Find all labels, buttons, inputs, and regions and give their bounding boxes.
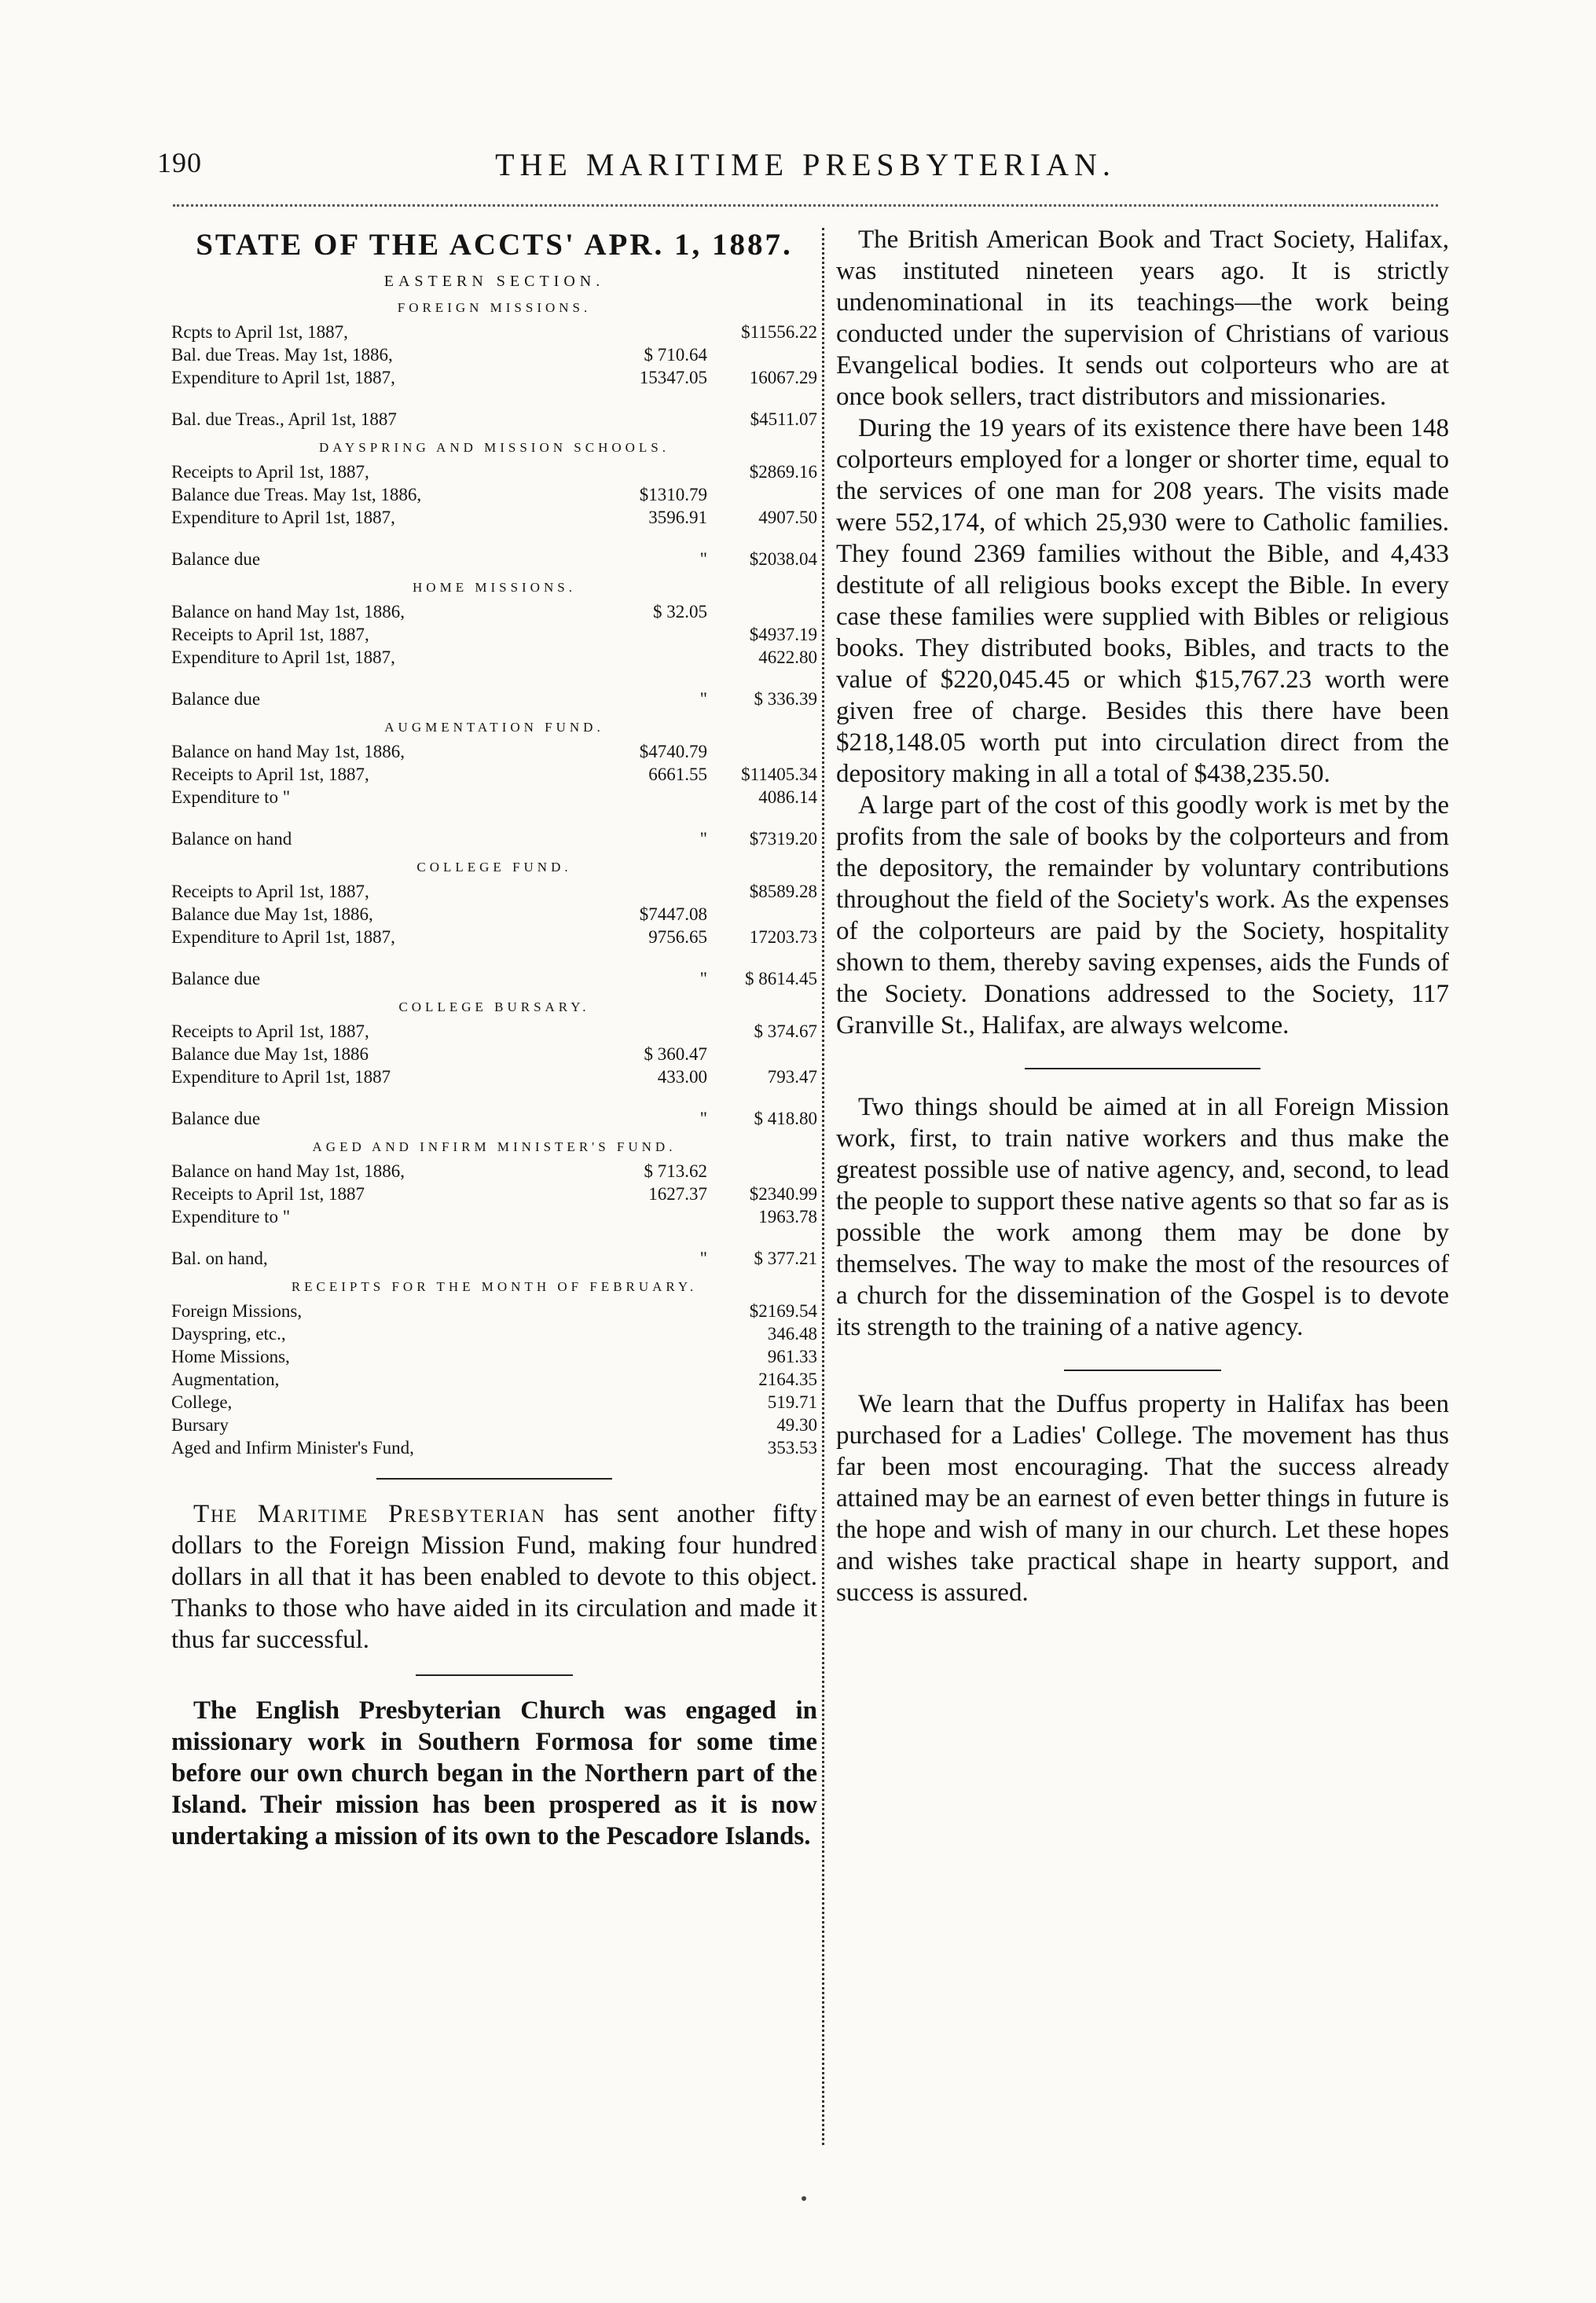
receipt-amount: 353.53 [767, 1438, 817, 1458]
ditto-mark: " [699, 549, 707, 569]
row-subtotal: $7447.08 [639, 904, 707, 924]
row-total: 4907.50 [758, 508, 817, 527]
account-row [171, 926, 817, 948]
row-subtotal: 433.00 [657, 1067, 707, 1087]
receipts-heading: RECEIPTS FOR THE MONTH OF FEBRUARY. [291, 1279, 698, 1294]
row-label: Expenditure to " [171, 1207, 291, 1227]
row-label: Expenditure to " [171, 787, 291, 807]
account-row [171, 1205, 817, 1228]
row-total [707, 343, 817, 366]
row-total [707, 1160, 817, 1183]
receipt-label: Bursary [171, 1415, 229, 1435]
section-heading: EASTERN SECTION. [383, 273, 605, 290]
row-label: Receipts to April 1st, 1887, [171, 462, 369, 482]
row-total: $8589.28 [749, 882, 817, 901]
receipt-row [171, 1414, 817, 1436]
receipt-row [171, 1322, 817, 1345]
account-heading: HOME MISSIONS. [413, 580, 576, 595]
balance-amount: $4511.07 [750, 409, 817, 429]
balance-row [171, 967, 817, 990]
balance-row [171, 688, 817, 710]
account-row [171, 600, 817, 623]
row-subtotal: $ 713.62 [644, 1161, 707, 1181]
balance-row [171, 827, 817, 850]
left-column [171, 224, 817, 1852]
accounts-title: STATE OF THE ACCTS' APR. 1, 1887. [196, 228, 793, 262]
account-heading: COLLEGE BURSARY. [398, 999, 590, 1014]
account-row [171, 763, 817, 786]
ditto-mark: " [699, 829, 707, 849]
account-heading: DAYSPRING AND MISSION SCHOOLS. [319, 440, 670, 455]
account-row [171, 623, 817, 646]
row-label: Expenditure to April 1st, 1887, [171, 368, 395, 387]
row-total: $2340.99 [749, 1184, 817, 1204]
row-subtotal [597, 623, 707, 646]
account-row [171, 786, 817, 809]
account-row [171, 1183, 817, 1205]
paragraph-tract-society: The British American Book and Tract Society, Halifax, was instituted nineteen years ago. It is strictly undenominational in its teachings—the work being conducted under the supervision of Christians of various Evangelical bodies. It sends out colporteurs who are at once book sellers, tract distributors and missionaries. [836, 226, 1449, 411]
row-total: $11405.34 [741, 765, 817, 784]
account-row [171, 903, 817, 926]
separator-rule [416, 1674, 573, 1676]
paragraph-formosa: The English Presbyterian Church was engaged in missionary work in Southern Formosa for some time before our own church began in the Northern part of the Island. Their mission has been prospered as it is now undertaking a mission of its own to the Pescadore Islands. [171, 1696, 817, 1850]
account-block [171, 440, 817, 570]
receipt-row [171, 1368, 817, 1391]
receipt-label: Foreign Missions, [171, 1301, 303, 1321]
receipt-row [171, 1391, 817, 1414]
row-total: 16067.29 [749, 368, 817, 387]
row-label: Expenditure to April 1st, 1887, [171, 927, 395, 947]
receipt-label: Dayspring, etc., [171, 1324, 286, 1344]
row-label: Balance due May 1st, 1886, [171, 904, 373, 924]
receipt-row [171, 1436, 817, 1459]
paragraph-colporteurs: During the 19 years of its existence there have been 148 colporteurs employed for a longer or shorter time, equal to the services of one man for 208 years. The visits made were 552,174, of which 25,930 were to Catholic families. They found 2369 families without the Bible, and 4,433 destitute of all religious books except the Bible. In every case these families were supplied with Bibles or religious books. They distributed books, Bibles, and tracts to the value of $220,045.45 or which $15,767.23 worth were given free of charge. Besides this there have been $218,148.05 worth put into circulation direct from the depository making in all a total of $438,235.50. [836, 414, 1449, 788]
ditto-mark [597, 408, 707, 431]
balance-row [171, 1247, 817, 1270]
row-label: Receipts to April 1st, 1887 [171, 1184, 365, 1204]
row-subtotal [597, 460, 707, 483]
row-label: Expenditure to April 1st, 1887, [171, 647, 395, 667]
receipts-list [171, 1300, 817, 1459]
account-row [171, 740, 817, 763]
row-subtotal: $ 32.05 [653, 602, 707, 622]
row-total [707, 1043, 817, 1065]
page-number: 190 [157, 147, 202, 178]
row-subtotal: 1627.37 [648, 1184, 707, 1204]
row-total [707, 903, 817, 926]
page-header [157, 146, 1454, 193]
row-subtotal: $4740.79 [639, 742, 707, 761]
page-footer-dot [802, 2196, 806, 2201]
row-total [707, 740, 817, 763]
row-total: $4937.19 [749, 625, 817, 644]
account-blocks [171, 300, 817, 1270]
row-subtotal [597, 1020, 707, 1043]
receipt-label: Home Missions, [171, 1347, 290, 1366]
receipt-label: College, [171, 1392, 233, 1412]
row-total: $2869.16 [749, 462, 817, 482]
ditto-mark: " [699, 689, 707, 709]
row-subtotal: $1310.79 [639, 485, 707, 504]
row-label: Bal. due Treas. May 1st, 1886, [171, 345, 393, 365]
account-row [171, 1160, 817, 1183]
account-row [171, 1020, 817, 1043]
account-row [171, 321, 817, 343]
row-subtotal: $ 710.64 [644, 345, 707, 365]
running-title: THE MARITIME PRESBYTERIAN. [495, 147, 1116, 182]
row-subtotal [597, 786, 707, 809]
row-subtotal [597, 321, 707, 343]
balance-amount: $ 336.39 [754, 689, 817, 709]
row-label: Receipts to April 1st, 1887, [171, 625, 369, 644]
row-subtotal: 9756.65 [648, 927, 707, 947]
account-heading: AGED AND INFIRM MINISTER'S FUND. [312, 1139, 677, 1154]
receipt-row [171, 1345, 817, 1368]
account-block [171, 720, 817, 850]
row-label: Expenditure to April 1st, 1887, [171, 508, 395, 527]
balance-row [171, 548, 817, 570]
balance-label: Balance due [171, 1109, 261, 1128]
row-label: Expenditure to April 1st, 1887 [171, 1067, 391, 1087]
account-row [171, 506, 817, 529]
account-block [171, 860, 817, 990]
row-total: 793.47 [767, 1067, 817, 1087]
receipt-amount: 961.33 [767, 1347, 817, 1366]
balance-label: Balance due [171, 969, 261, 988]
balance-amount: $7319.20 [749, 829, 817, 849]
receipt-amount: $2169.54 [749, 1301, 817, 1321]
balance-amount: $ 418.80 [754, 1109, 817, 1128]
ditto-mark: " [699, 1249, 707, 1268]
accounts-statement [171, 224, 817, 1459]
balance-label: Balance on hand [171, 829, 292, 849]
row-label: Receipts to April 1st, 1887, [171, 1021, 369, 1041]
receipt-label: Aged and Infirm Minister's Fund, [171, 1438, 414, 1458]
separator-rule [1064, 1370, 1221, 1371]
receipt-amount: 2164.35 [758, 1370, 817, 1389]
row-label: Balance on hand May 1st, 1886, [171, 602, 405, 622]
account-row [171, 460, 817, 483]
row-total [707, 600, 817, 623]
receipt-amount: 519.71 [767, 1392, 817, 1412]
paragraph-native-agency: Two things should be aimed at in all Foreign Mission work, first, to train native workers and thus make the greatest possible use of native agency, and, second, to lead the people to support these native agents so that so far as is possible the work among them may be done by themselves. The way to make the most of the resources of a church for the dissemination of the Gospel is to devote its strength to the training of a native agency. [836, 1093, 1449, 1341]
account-row [171, 646, 817, 669]
row-label: Balance due Treas. May 1st, 1886, [171, 485, 422, 504]
row-label: Rcpts to April 1st, 1887, [171, 322, 348, 342]
account-row [171, 880, 817, 903]
row-total: 4622.80 [758, 647, 817, 667]
separator-rule [376, 1478, 612, 1480]
row-label: Balance due May 1st, 1886 [171, 1044, 369, 1064]
row-subtotal: 6661.55 [648, 765, 707, 784]
ditto-mark: " [699, 1109, 707, 1128]
balance-amount: $2038.04 [749, 549, 817, 569]
row-total: $11556.22 [741, 322, 817, 342]
paragraph-text: has sent another fifty dollars to the Foreign Mission Fund, making four hundred dollars in all that it has been enabled to devote to this object. Thanks to those who have aided in its circulation and made it thus far successful. [171, 1500, 818, 1654]
row-subtotal [597, 1205, 707, 1228]
row-label: Balance on hand May 1st, 1886, [171, 742, 405, 761]
account-row [171, 483, 817, 506]
row-subtotal [597, 646, 707, 669]
balance-row [171, 1107, 817, 1130]
account-block [171, 999, 817, 1130]
account-row [171, 366, 817, 389]
column-divider [822, 228, 824, 2145]
receipt-amount: 346.48 [767, 1324, 817, 1344]
balance-amount: $ 8614.45 [745, 969, 817, 988]
row-subtotal [597, 880, 707, 903]
row-total: 17203.73 [749, 927, 817, 947]
account-block [171, 300, 817, 431]
account-block [171, 580, 817, 710]
account-row [171, 1065, 817, 1088]
balance-amount: $ 377.21 [754, 1249, 817, 1268]
separator-rule [1025, 1068, 1260, 1069]
header-rule [173, 204, 1438, 207]
row-total: 4086.14 [758, 787, 817, 807]
row-subtotal: 15347.05 [639, 368, 707, 387]
right-column [836, 224, 1449, 1608]
row-label: Balance on hand May 1st, 1886, [171, 1161, 405, 1181]
account-heading: FOREIGN MISSIONS. [397, 300, 592, 315]
account-row [171, 343, 817, 366]
balance-label: Bal. due Treas., April 1st, 1887 [171, 409, 397, 429]
paragraph-ladies-college: We learn that the Duffus property in Halifax has been purchased for a Ladies' College. The movement has thus far been most encouraging. That the success already attained may be an earnest of even better things in future is the hope and wish of many in our church. Let these hopes and wishes take practical shape in hearty support, and success is assured. [836, 1390, 1449, 1607]
ditto-mark: " [699, 969, 707, 988]
row-subtotal: $ 360.47 [644, 1044, 707, 1064]
account-block [171, 1139, 817, 1270]
paper-name: The Maritime Presbyterian [193, 1500, 546, 1528]
balance-label: Balance due [171, 689, 261, 709]
row-total [707, 483, 817, 506]
receipt-label: Augmentation, [171, 1370, 280, 1389]
row-total: 1963.78 [758, 1207, 817, 1227]
balance-label: Balance due [171, 549, 261, 569]
paragraph-funding: A large part of the cost of this goodly work is met by the profits from the sale of books by the colporteurs and from the depository, the remainder by voluntary contributions throughout the field of the Society's work. As the expenses of the colporteurs are paid by the Society, hospitality shown to them, thereby saving expenses, aids the Funds of the Society. Donations addressed to the Society, 117 Granville St., Halifax, are always welcome. [836, 791, 1449, 1040]
receipt-amount: 49.30 [776, 1415, 817, 1435]
row-label: Receipts to April 1st, 1887, [171, 882, 369, 901]
row-total: $ 374.67 [754, 1021, 817, 1041]
row-subtotal: 3596.91 [648, 508, 707, 527]
account-heading: AUGMENTATION FUND. [384, 720, 604, 735]
balance-row [171, 408, 817, 431]
receipt-row [171, 1300, 817, 1322]
paragraph-maritime [171, 1498, 817, 1656]
row-label: Receipts to April 1st, 1887, [171, 765, 369, 784]
account-heading: COLLEGE FUND. [416, 860, 572, 875]
account-row [171, 1043, 817, 1065]
balance-label: Bal. on hand, [171, 1249, 268, 1268]
